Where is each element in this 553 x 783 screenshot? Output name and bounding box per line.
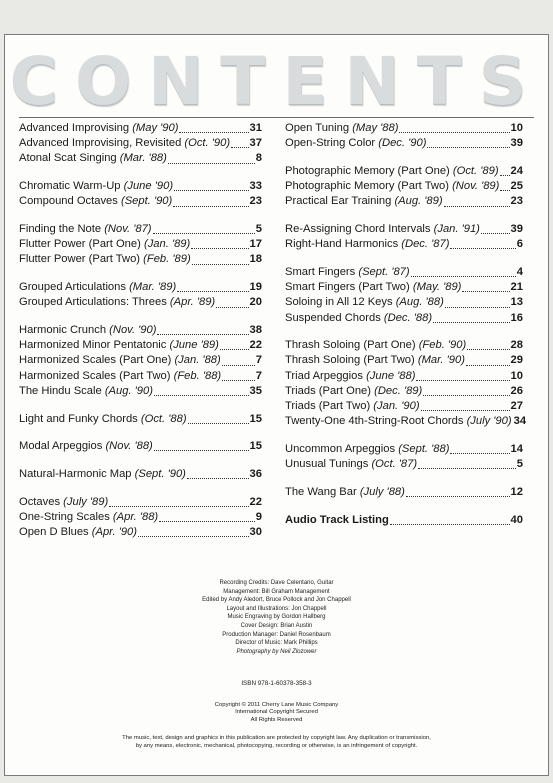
entry-title-text: Grouped Articulations — [19, 281, 126, 294]
dot-leader — [423, 394, 509, 396]
entry-page-number: 8 — [255, 152, 262, 165]
toc-entry[interactable] — [285, 353, 523, 368]
toc-entry[interactable] — [285, 457, 523, 472]
legal-line: The music, text, design and graphics in this publication are protected by copyright law. Any duplication or transmission, — [122, 735, 431, 741]
credit-line: Photography by Neil Zlozower — [236, 648, 317, 655]
entry-date: (July '88) — [359, 485, 405, 498]
entry-title — [19, 151, 167, 166]
entry-date: (Nov. '88) — [105, 440, 153, 453]
entry-page-number: 15 — [249, 412, 262, 425]
entry-title — [285, 399, 420, 414]
entry-title — [285, 194, 443, 209]
toc-entry[interactable] — [285, 179, 523, 194]
entry-page-number: 5 — [255, 223, 262, 236]
entry-date: (Apr. '90) — [91, 526, 138, 539]
toc-group — [285, 164, 523, 210]
dot-leader — [192, 263, 249, 265]
entry-page-number: 24 — [510, 164, 523, 177]
toc-entry[interactable] — [285, 311, 523, 326]
dot-leader — [421, 409, 510, 411]
entry-date: (Oct. '87) — [371, 458, 418, 471]
entry-title — [285, 179, 499, 194]
entry-title-text: Open Tuning — [285, 122, 350, 134]
copyright-line: International Copyright Secured — [235, 709, 318, 716]
toc-right-column — [285, 121, 527, 540]
dot-leader — [222, 379, 255, 381]
entry-title-text: One-String Scales — [19, 510, 110, 523]
entry-date: (July '89) — [63, 495, 109, 508]
toc-group — [285, 121, 523, 151]
entry-date: (Mar. '88) — [119, 152, 167, 165]
dot-leader — [462, 290, 509, 292]
entry-date: (June '89) — [169, 339, 219, 352]
entry-date: (Oct. '89) — [452, 164, 499, 177]
entry-page-number: 21 — [510, 281, 523, 294]
entry-title-text: Suspended Chords — [285, 311, 381, 324]
dot-leader — [433, 321, 509, 323]
entry-title — [19, 525, 137, 540]
entry-page-number: 16 — [510, 311, 523, 324]
entry-page-number: 28 — [510, 339, 523, 352]
dot-leader — [168, 162, 255, 164]
dot-leader — [450, 247, 515, 249]
entry-date: (Sept. '88) — [398, 442, 450, 455]
toc-entry[interactable] — [285, 121, 523, 136]
entry-title — [285, 237, 449, 252]
toc-entry[interactable] — [19, 323, 262, 338]
entry-title — [19, 237, 190, 252]
entry-page-number: 7 — [255, 369, 262, 382]
toc-entry[interactable] — [285, 164, 523, 179]
entry-page-number: 39 — [510, 223, 523, 236]
entry-date: (June '88) — [366, 369, 416, 382]
entry-date: (Aug. '89) — [394, 195, 443, 208]
entry-date: (July '90) — [466, 415, 512, 428]
toc-entry[interactable] — [19, 384, 262, 399]
divider — [19, 117, 534, 118]
toc-entry[interactable] — [285, 369, 523, 384]
credits-block — [5, 579, 548, 656]
entry-date: (Apr. '89) — [169, 296, 216, 309]
toc-entry[interactable] — [19, 222, 262, 237]
entry-title-text: Modal Arpeggios — [19, 440, 103, 453]
entry-date: (Oct. '88) — [140, 412, 187, 425]
entry-date: (Dec. '88) — [383, 311, 433, 324]
credit-line: Recording Credits: Dave Celentano, Guitar — [219, 580, 334, 586]
entry-title — [19, 467, 186, 482]
entry-page-number: 40 — [510, 513, 523, 526]
entry-title — [19, 353, 221, 368]
entry-title-text: Smart Fingers (Part Two) — [285, 281, 410, 294]
entry-page-number: 39 — [510, 137, 523, 150]
toc-group — [19, 467, 262, 482]
entry-title-text: Soloing in All 12 Keys — [285, 296, 393, 309]
entry-title-text: Triads (Part One) — [285, 384, 371, 397]
entry-title — [285, 222, 480, 237]
toc-entry[interactable] — [285, 338, 523, 353]
entry-date: (Jan. '89) — [143, 238, 191, 251]
entry-page-number: 18 — [249, 253, 262, 266]
entry-page-number: 34 — [513, 415, 527, 428]
toc-entry[interactable] — [285, 414, 527, 429]
entry-page-number: 22 — [249, 339, 262, 352]
entry-title — [285, 414, 512, 429]
toc-entry[interactable] — [19, 194, 262, 209]
toc-left-column — [19, 121, 262, 553]
entry-title-text: Chromatic Warm-Up — [19, 180, 121, 193]
entry-date: (Aug. '90) — [104, 384, 153, 397]
credit-line: Director of Music: Mark Phillips — [235, 640, 318, 647]
toc-entry[interactable] — [285, 194, 523, 209]
dot-leader — [466, 364, 510, 366]
entry-title-text: Advanced Improvising, Revisited — [19, 137, 182, 150]
legal-line: by any means, electronic, mechanical, photocopying, recording or otherwise, is an infringement of copyright. — [135, 742, 418, 749]
entry-title-text: Uncommon Arpeggios — [285, 442, 396, 455]
entry-page-number: 22 — [249, 495, 262, 508]
toc-group — [19, 179, 262, 209]
entry-page-number: 17 — [249, 238, 262, 251]
entry-title-text: Compound Octaves — [19, 195, 118, 208]
copyright-line: All Rights Reserved — [250, 716, 303, 723]
entry-page-number: 33 — [249, 180, 262, 193]
entry-title-text: Right-Hand Harmonics — [285, 238, 399, 251]
toc-entry[interactable] — [19, 252, 262, 267]
entry-page-number: 6 — [516, 238, 523, 251]
entry-page-number: 25 — [510, 180, 523, 193]
entry-page-number: 23 — [249, 195, 262, 208]
entry-date: (Feb. '89) — [143, 253, 191, 266]
dot-leader — [173, 205, 248, 207]
entry-title — [19, 252, 191, 267]
toc-group — [19, 280, 262, 310]
entry-title-text: Atonal Scat Singing — [19, 152, 117, 165]
entry-title-text: Advanced Improvising — [19, 122, 130, 134]
entry-date: (Dec. '87) — [401, 238, 450, 251]
toc-entry[interactable] — [285, 237, 523, 252]
toc-group — [285, 485, 523, 500]
toc-entry[interactable] — [285, 399, 523, 414]
toc-group — [19, 222, 262, 268]
entry-title-text: Harmonized Scales (Part Two) — [19, 369, 171, 382]
dot-leader — [399, 131, 509, 133]
dot-leader — [481, 232, 510, 234]
entry-title-text: Photographic Memory (Part Two) — [285, 180, 449, 193]
dot-leader — [191, 247, 248, 249]
entry-date: (Mar. '90) — [417, 354, 465, 367]
entry-date: (Feb. '88) — [173, 369, 222, 382]
entry-date: (Jan. '88) — [174, 354, 221, 367]
toc-entry[interactable] — [19, 295, 262, 310]
entry-title — [285, 384, 422, 399]
dot-leader — [188, 422, 249, 424]
dot-leader — [445, 306, 510, 308]
dot-leader — [406, 495, 510, 497]
entry-title — [19, 369, 221, 384]
dot-leader — [418, 467, 516, 469]
dot-leader — [153, 232, 255, 234]
dot-leader — [467, 348, 509, 350]
entry-title — [19, 280, 176, 295]
toc-entry[interactable] — [285, 384, 523, 399]
entry-title — [285, 295, 444, 310]
entry-date: (Nov. '89) — [452, 180, 500, 193]
entry-date: (Jan. '90) — [373, 400, 420, 413]
entry-title — [285, 457, 417, 472]
toc-entry[interactable] — [285, 222, 523, 237]
page-title: CONTENTS — [9, 43, 544, 120]
dot-leader — [177, 290, 248, 292]
entry-date: (Feb. '90) — [418, 339, 467, 352]
dot-leader — [138, 535, 249, 537]
entry-date: (Dec. '90) — [378, 137, 427, 150]
dot-leader — [216, 306, 248, 308]
toc-entry[interactable] — [19, 179, 262, 194]
toc-entry[interactable] — [19, 121, 262, 136]
contents-page — [4, 34, 549, 776]
toc-entry[interactable] — [19, 353, 262, 368]
dot-leader — [416, 379, 509, 381]
dot-leader — [231, 146, 248, 148]
dot-leader — [427, 146, 509, 148]
credit-line: Music Engraving by Gordon Hallberg — [227, 614, 326, 621]
dot-leader — [154, 394, 249, 396]
toc-group — [285, 338, 527, 429]
entry-title-text: Smart Fingers — [285, 265, 356, 278]
credit-line: Edited by Andy Aledort, Bruce Pollock and Jon Chappell — [202, 597, 351, 604]
toc-entry[interactable] — [285, 485, 523, 500]
entry-date: (Jan. '91) — [433, 223, 480, 236]
entry-page-number: 4 — [516, 265, 523, 278]
dot-leader — [220, 348, 249, 350]
dot-leader — [500, 189, 509, 191]
credit-line: Layout and Illustrations: Jon Chappell — [226, 605, 327, 612]
dot-leader — [157, 333, 248, 335]
toc-group — [285, 222, 523, 252]
entry-title-text: Finding the Note — [19, 223, 102, 236]
entry-page-number: 29 — [510, 354, 523, 367]
entry-page-number: 10 — [510, 122, 523, 134]
toc-entry[interactable] — [285, 513, 523, 528]
entry-page-number: 5 — [516, 458, 523, 471]
entry-title-text: Twenty-One 4th-String-Root Chords — [285, 415, 464, 428]
toc-entry[interactable] — [285, 136, 523, 151]
entry-date: (Nov. '87) — [104, 223, 152, 236]
toc-group — [285, 513, 523, 528]
entry-page-number: 26 — [510, 384, 523, 397]
entry-title-text: Triad Arpeggios — [285, 369, 363, 382]
dot-leader — [174, 189, 249, 191]
toc-entry[interactable] — [285, 265, 523, 280]
entry-title — [19, 295, 215, 310]
entry-title — [285, 136, 426, 151]
entry-date: (Nov. '90) — [109, 324, 157, 337]
toc-entry[interactable] — [19, 412, 262, 427]
entry-title-text: Harmonized Minor Pentatonic — [19, 339, 167, 352]
entry-page-number: 23 — [510, 195, 523, 208]
toc-entry[interactable] — [19, 467, 262, 482]
isbn: ISBN 978-1-60378-358-3 — [241, 680, 312, 687]
entry-title-text: Audio Track Listing — [285, 513, 389, 526]
toc-entry[interactable] — [19, 237, 262, 252]
entry-title — [285, 442, 449, 457]
entry-page-number: 37 — [249, 137, 262, 150]
entry-title — [285, 513, 389, 528]
dot-leader — [500, 174, 510, 176]
entry-page-number: 9 — [255, 510, 262, 523]
dot-leader — [179, 131, 248, 133]
entry-title-text: Re-Assigning Chord Intervals — [285, 223, 431, 236]
toc-group — [19, 412, 262, 427]
entry-title-text: Open-String Color — [285, 137, 376, 150]
entry-date: (Oct. '90) — [184, 137, 231, 150]
credit-line: Cover Design: Brian Austin — [240, 622, 313, 629]
entry-page-number: 38 — [249, 324, 262, 337]
dot-leader — [159, 520, 255, 522]
dot-leader — [450, 452, 509, 454]
entry-title — [285, 338, 466, 353]
entry-page-number: 7 — [255, 354, 262, 367]
copyright-block — [5, 702, 548, 724]
toc-entry[interactable] — [285, 442, 523, 457]
entry-title — [19, 338, 219, 353]
toc-entry[interactable] — [285, 295, 523, 310]
dot-leader — [109, 505, 248, 507]
entry-title-text: Harmonic Crunch — [19, 324, 107, 337]
entry-title — [19, 121, 178, 136]
entry-date: (Mar. '89) — [129, 281, 177, 294]
entry-title — [19, 179, 173, 194]
toc-group — [285, 265, 523, 326]
legal-notice — [5, 735, 548, 750]
dot-leader — [154, 449, 249, 451]
entry-page-number: 35 — [249, 384, 262, 397]
entry-date: (June '90) — [123, 180, 174, 193]
toc-entry[interactable] — [19, 369, 262, 384]
entry-title-text: Flutter Power (Part Two) — [19, 253, 141, 266]
dot-leader — [187, 477, 249, 479]
entry-title — [285, 280, 461, 295]
entry-title — [19, 194, 172, 209]
entry-title-text: Photographic Memory (Part One) — [285, 164, 450, 177]
entry-title-text: Thrash Soloing (Part One) — [285, 339, 416, 352]
entry-title-text: Triads (Part Two) — [285, 400, 371, 413]
entry-title — [19, 412, 187, 427]
toc-group — [19, 439, 262, 454]
dot-leader — [222, 364, 255, 366]
entry-date: (May. '89) — [412, 281, 462, 294]
entry-date: (May '90) — [132, 122, 179, 134]
entry-page-number: 27 — [510, 400, 523, 413]
credit-line: Management: Bill Graham Management — [223, 588, 330, 595]
entry-date: (Sept. '87) — [358, 265, 410, 278]
entry-title — [19, 384, 153, 399]
toc-entry[interactable] — [19, 495, 262, 510]
toc-entry[interactable] — [19, 510, 262, 525]
entry-title-text: Unusual Tunings — [285, 458, 369, 471]
entry-title-text: Flutter Power (Part One) — [19, 238, 141, 251]
toc-entry[interactable] — [19, 136, 262, 151]
entry-page-number: 19 — [249, 281, 262, 294]
entry-page-number: 14 — [510, 442, 523, 455]
entry-date: (Aug. '88) — [395, 296, 444, 309]
toc-group — [19, 121, 262, 167]
copyright-line: Copyright © 2011 Cherry Lane Music Company — [214, 702, 339, 708]
entry-title — [285, 369, 415, 384]
entry-title-text: Light and Funky Chords — [19, 412, 138, 425]
entry-title-text: Open D Blues — [19, 526, 89, 539]
toc-group — [285, 442, 523, 472]
entry-date: (Dec. '89) — [374, 384, 423, 397]
entry-title — [285, 121, 398, 136]
entry-page-number: 10 — [510, 369, 523, 382]
entry-title — [285, 164, 499, 179]
entry-title-text: Natural-Harmonic Map — [19, 467, 132, 480]
entry-date: (Sept. '90) — [120, 195, 173, 208]
toc-entry[interactable] — [285, 280, 523, 295]
entry-title — [285, 311, 432, 326]
toc-group — [19, 495, 262, 541]
entry-title-text: Octaves — [19, 495, 61, 508]
toc-entry[interactable] — [19, 280, 262, 295]
entry-title-text: Practical Ear Training — [285, 195, 392, 208]
entry-date: (Sept. '90) — [134, 467, 186, 480]
entry-title — [19, 222, 152, 237]
entry-page-number: 20 — [249, 296, 262, 309]
entry-title — [19, 510, 158, 525]
entry-title — [19, 136, 230, 151]
entry-page-number: 15 — [249, 440, 262, 453]
entry-title-text: The Hindu Scale — [19, 384, 102, 397]
dot-leader — [444, 205, 510, 207]
entry-page-number: 36 — [249, 467, 262, 480]
dot-leader — [411, 275, 516, 277]
entry-title — [19, 439, 153, 454]
toc-entry[interactable] — [19, 151, 262, 166]
toc-entry[interactable] — [19, 338, 262, 353]
entry-title — [285, 265, 410, 280]
entry-date: (May '88) — [352, 122, 399, 134]
entry-title-text: Thrash Soloing (Part Two) — [285, 354, 415, 367]
toc-group — [19, 323, 262, 399]
dot-leader — [390, 523, 510, 525]
entry-title — [285, 485, 405, 500]
entry-page-number: 30 — [249, 526, 262, 539]
entry-title — [19, 323, 156, 338]
entry-title-text: Harmonized Scales (Part One) — [19, 354, 172, 367]
credit-line: Production Manager: Daniel Rosenbaum — [222, 631, 331, 638]
entry-page-number: 31 — [249, 122, 262, 134]
entry-title — [285, 353, 465, 368]
toc-entry[interactable] — [19, 525, 262, 540]
toc-entry[interactable] — [19, 439, 262, 454]
entry-page-number: 12 — [510, 485, 523, 498]
entry-title — [19, 495, 108, 510]
entry-date: (Apr. '88) — [112, 510, 159, 523]
entry-title-text: Grouped Articulations: Threes — [19, 296, 167, 309]
entry-page-number: 13 — [510, 296, 523, 309]
entry-title-text: The Wang Bar — [285, 485, 357, 498]
